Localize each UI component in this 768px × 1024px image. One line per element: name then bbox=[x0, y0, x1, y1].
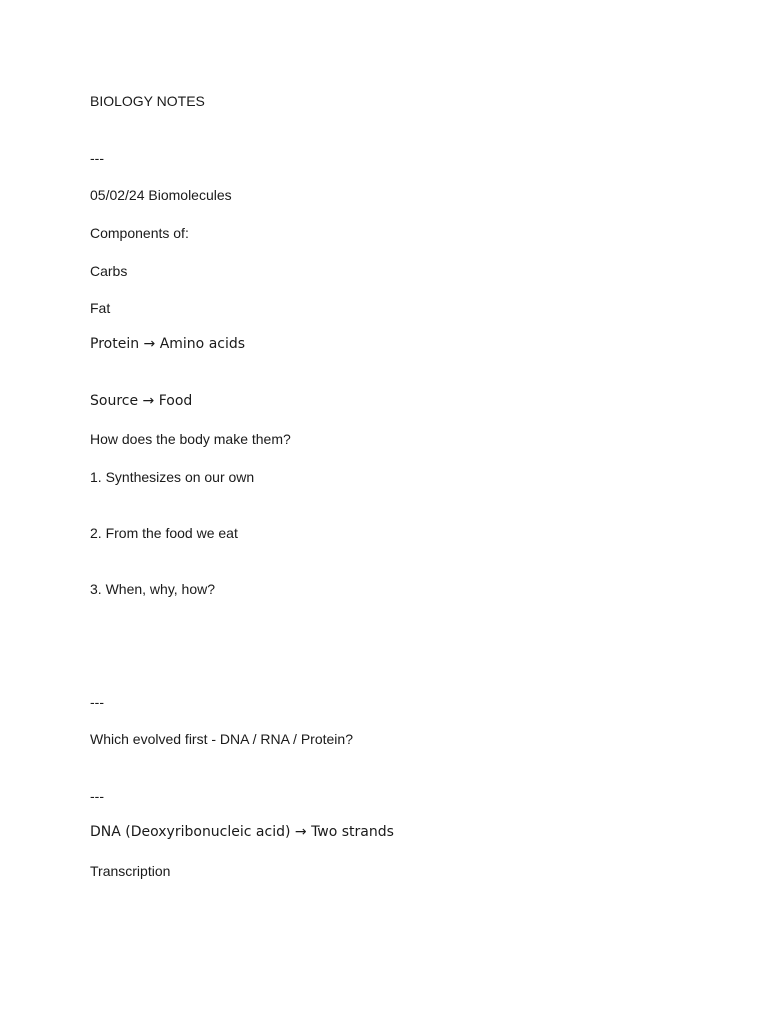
note-line: Which evolved first - DNA / RNA / Protein? bbox=[90, 731, 353, 747]
note-line: DNA (Deoxyribonucleic acid) → Two strands bbox=[90, 824, 394, 840]
list-item: 1. Synthesizes on our own bbox=[90, 469, 255, 485]
list-item: 3. When, why, how? bbox=[90, 581, 216, 597]
note-line: Components of: bbox=[90, 225, 189, 241]
note-line: Source → Food bbox=[90, 393, 193, 409]
separator-line: --- bbox=[90, 788, 104, 804]
separator-line: --- bbox=[90, 150, 104, 166]
note-line: Transcription bbox=[90, 863, 171, 879]
separator-line: --- bbox=[90, 694, 104, 710]
note-line: Protein → Amino acids bbox=[90, 336, 246, 352]
document-title: BIOLOGY NOTES bbox=[90, 93, 205, 109]
date-heading: 05/02/24 Biomolecules bbox=[90, 187, 232, 203]
note-line: How does the body make them? bbox=[90, 431, 291, 447]
note-line: Fat bbox=[90, 300, 111, 316]
list-item: 2. From the food we eat bbox=[90, 525, 238, 541]
note-line: Carbs bbox=[90, 263, 128, 279]
